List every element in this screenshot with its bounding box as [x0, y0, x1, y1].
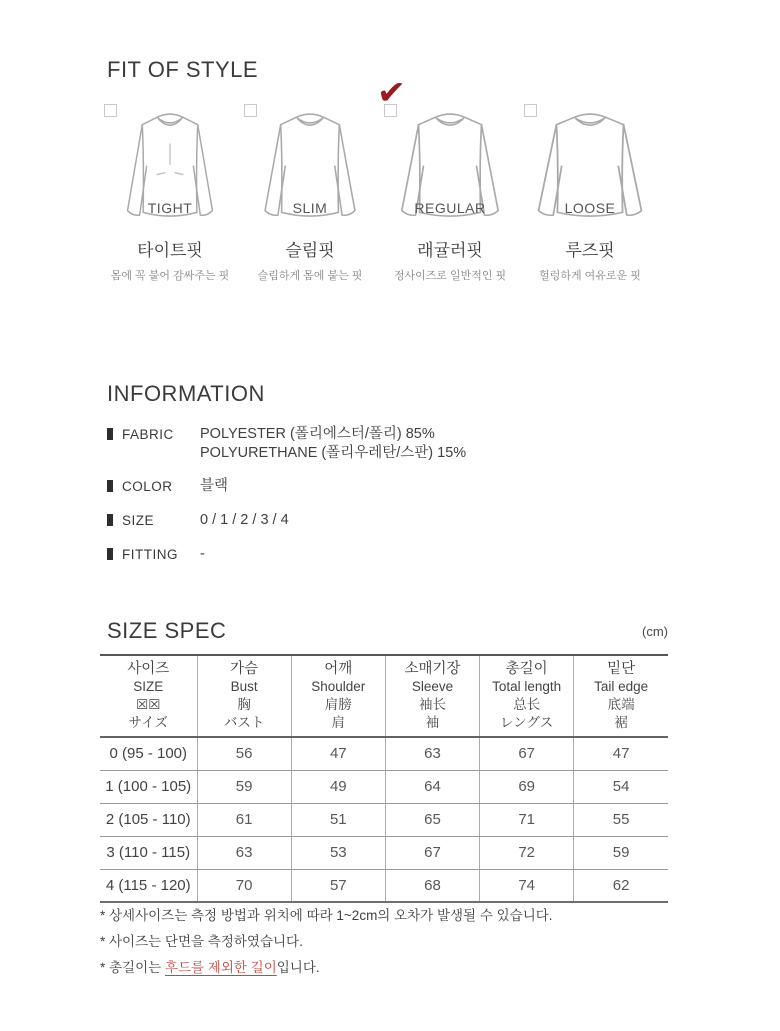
- loose-description: 헐렁하게 여유로운 핏: [539, 270, 641, 282]
- table-row: [100, 803, 668, 836]
- header-line: 袖长: [418, 697, 446, 712]
- tight-checkbox[interactable]: [104, 104, 117, 117]
- header-line: Tail edge: [594, 679, 649, 694]
- info-row-fabric: [107, 425, 677, 463]
- slim-label: SLIM: [292, 200, 328, 216]
- cell-total-length: 69: [480, 770, 574, 803]
- header-line: 肩膀: [324, 697, 352, 712]
- color-label: COLOR: [122, 479, 173, 494]
- footnote-3: [100, 955, 553, 981]
- cell-total-length: 72: [480, 836, 574, 869]
- header-line: 袖: [425, 715, 440, 730]
- col-header-bust: [197, 655, 291, 737]
- cell-shoulder: 51: [291, 803, 385, 836]
- header-line: ☒☒: [136, 697, 161, 712]
- cell-shoulder: 49: [291, 770, 385, 803]
- row-size-label: 4 (115 - 120): [105, 876, 191, 894]
- cell-shoulder: 57: [291, 869, 385, 902]
- cell-bust: 70: [197, 869, 291, 902]
- header-line: バスト: [223, 715, 265, 730]
- table-row: [100, 770, 668, 803]
- row-size-label: 2 (105 - 110): [100, 803, 197, 836]
- fit-of-style-title: FIT OF STYLE: [107, 57, 259, 82]
- cell-bust: 56: [197, 737, 291, 770]
- cell-bust: 59: [197, 770, 291, 803]
- header-line: 어깨: [324, 661, 353, 677]
- cell-bust: 61: [197, 803, 291, 836]
- cell-sleeve: 65: [385, 803, 479, 836]
- header-line: Shoulder: [311, 679, 366, 694]
- cell-tail-edge: 55: [574, 803, 668, 836]
- information-title: INFORMATION: [107, 381, 265, 406]
- fit-options-row: [100, 73, 676, 286]
- bullet-icon: [107, 480, 113, 492]
- bullet-icon: [107, 548, 113, 560]
- tight-description: 몸에 꼭 붙어 감싸주는 핏: [110, 270, 230, 282]
- cell-total-length: 71: [480, 803, 574, 836]
- cell-sleeve: 67: [385, 836, 479, 869]
- size-spec-title: SIZE SPEC: [107, 618, 227, 643]
- fitting-value: -: [200, 546, 205, 562]
- cell-sleeve: 68: [385, 869, 479, 902]
- cell-tail-edge: 54: [574, 770, 668, 803]
- size-label: SIZE: [122, 513, 155, 528]
- table-row: [100, 836, 668, 869]
- fitting-label: FITTING: [122, 547, 178, 562]
- cell-bust: 63: [197, 836, 291, 869]
- bullet-icon: [107, 428, 113, 440]
- cell-tail-edge: 62: [574, 869, 668, 902]
- col-header-shoulder: [291, 655, 385, 737]
- cell-shoulder: 47: [291, 737, 385, 770]
- loose-checkbox[interactable]: [524, 104, 537, 117]
- bullet-icon: [107, 514, 113, 526]
- regular-description: 정사이즈로 일반적인 핏: [393, 270, 507, 282]
- cell-total-length: 74: [480, 869, 574, 902]
- header-line: 사이즈: [127, 661, 170, 677]
- size-spec-table: [100, 654, 668, 903]
- header-line: 밑단: [607, 661, 636, 677]
- slim-checkbox[interactable]: [244, 104, 257, 117]
- unit-label: (cm): [642, 624, 668, 639]
- header-line: 底端: [607, 697, 635, 712]
- info-row-color: [107, 477, 677, 496]
- fabric-line-2: POLYURETHANE (폴리우레탄/스판) 15%: [200, 445, 467, 461]
- slim-name-korean: 슬림핏: [285, 241, 335, 260]
- cell-sleeve: 63: [385, 737, 479, 770]
- col-header-total-length: [480, 655, 574, 737]
- regular-name-korean: 래귤러핏: [417, 241, 483, 260]
- information-list: [107, 425, 677, 564]
- loose-label: LOOSE: [564, 200, 616, 216]
- col-header-sleeve: [385, 655, 479, 737]
- footnote-3-highlight: 후드를 제외한 길이: [164, 960, 277, 975]
- header-line: Total length: [492, 679, 562, 694]
- header-line: レングス: [500, 715, 554, 730]
- cell-sleeve: 64: [385, 770, 479, 803]
- header-line: 가슴: [230, 661, 259, 677]
- selected-checkmark-icon: ✔: [376, 73, 407, 113]
- cell-total-length: 67: [480, 737, 574, 770]
- cell-tail-edge: 59: [574, 836, 668, 869]
- regular-label: REGULAR: [414, 200, 486, 216]
- header-line: Sleeve: [411, 679, 454, 694]
- footnote-1: * 상세사이즈는 측정 방법과 위치에 따라 1~2cm의 오차가 발생될 수 있습니다.: [100, 908, 553, 923]
- header-line: サイズ: [128, 715, 168, 730]
- footnote-3-suffix: 입니다.: [276, 960, 320, 975]
- row-size-label: 1 (100 - 105): [100, 770, 197, 803]
- footnote-3-prefix: * 총길이는: [100, 960, 165, 975]
- color-value: 블랙: [200, 478, 229, 494]
- info-row-size: [107, 511, 677, 530]
- loose-name-korean: 루즈핏: [565, 241, 615, 260]
- header-line: 裾: [614, 715, 628, 730]
- header-line: SIZE: [133, 679, 164, 694]
- slim-description: 슬림하게 몸에 붙는 핏: [257, 270, 363, 282]
- header-line: Bust: [230, 679, 258, 694]
- size-spec-footnotes: [100, 903, 553, 981]
- header-line: 총길이: [505, 661, 548, 677]
- fabric-label: FABRIC: [122, 427, 174, 442]
- table-header-row: [100, 655, 668, 737]
- fit-card-slim: [240, 96, 380, 286]
- size-value: 0 / 1 / 2 / 3 / 4: [200, 512, 289, 528]
- fabric-value: [200, 425, 466, 463]
- col-header-tail-edge: [574, 655, 668, 737]
- fit-card-loose: [520, 96, 660, 286]
- row-size-label: 0 (95 - 100): [100, 737, 197, 770]
- cell-tail-edge: 47: [574, 737, 668, 770]
- header-line: 肩: [331, 715, 346, 730]
- tight-label: TIGHT: [147, 200, 193, 216]
- cell-shoulder: 53: [291, 836, 385, 869]
- fit-card-regular: [376, 73, 520, 286]
- header-line: 소매기장: [404, 661, 461, 677]
- footnote-2: * 사이즈는 단면을 측정하였습니다.: [100, 934, 303, 949]
- table-row: [100, 737, 668, 770]
- header-line: 总长: [513, 697, 541, 712]
- row-size-label: 3 (110 - 115): [100, 836, 197, 869]
- fit-card-tight: [100, 96, 240, 286]
- col-header-size: [100, 655, 197, 737]
- tight-name-korean: 타이트핏: [137, 241, 203, 260]
- table-row: [100, 869, 668, 902]
- info-row-fitting: [107, 545, 677, 564]
- header-line: 胸: [237, 697, 251, 712]
- fabric-line-1: POLYESTER (폴리에스터/폴리) 85%: [200, 426, 435, 442]
